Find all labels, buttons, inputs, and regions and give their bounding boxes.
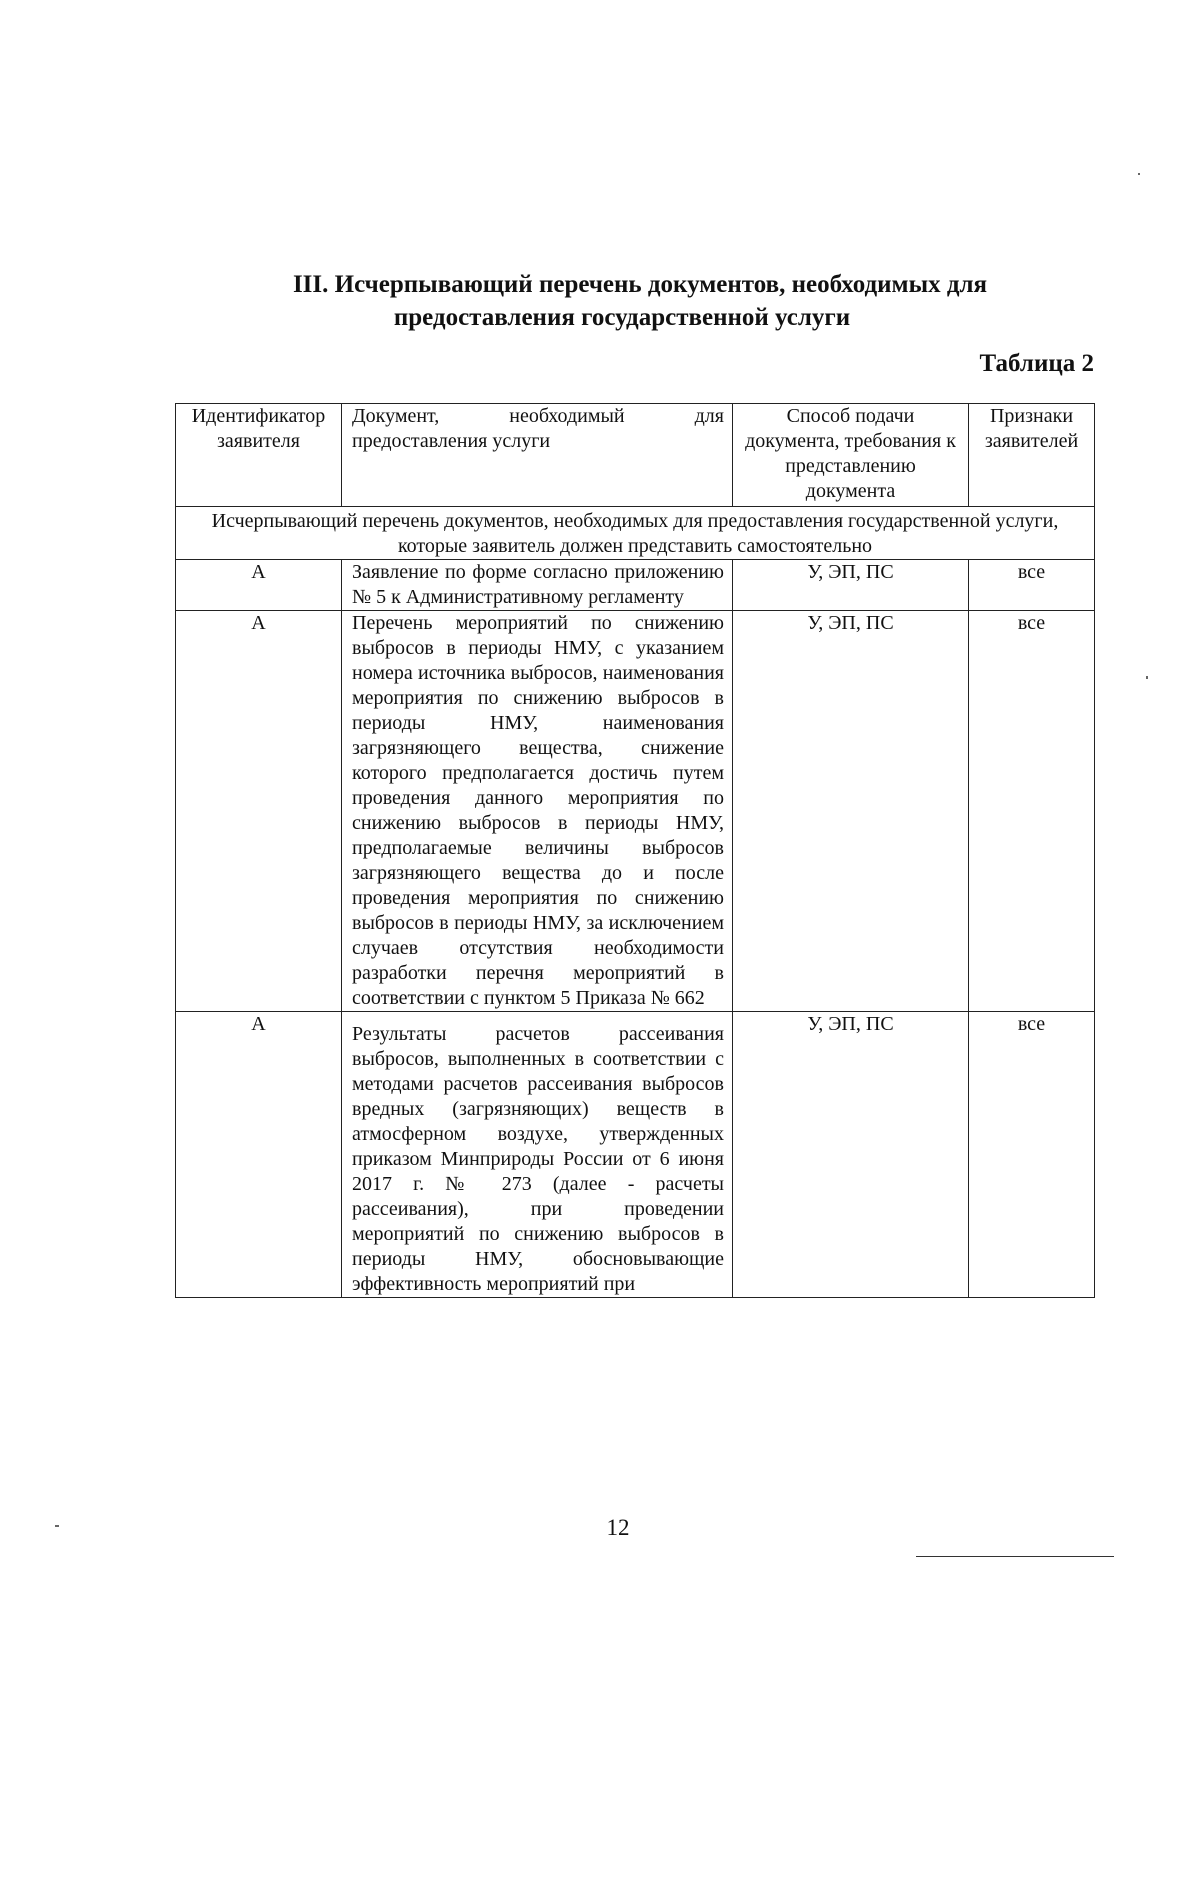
- footer-rule: [916, 1556, 1114, 1557]
- applicant-signs-cell: все: [969, 611, 1095, 1012]
- document-cell: Перечень мероприятий по снижению выбросов в периоды НМУ, с указанием номера источника выбросов, наименования мероприятия по снижению выбросов в периоды НМУ, наименования загрязняющего вещества, снижение которого предполагается достичь путем проведения данного мероприятия по снижению выбросов в периоды НМУ, предполагаемые величины выбросов загрязняющего вещества до и после проведения мероприятия по снижению выбросов в периоды НМУ, за исключением случаев отсутствия необходимости разработки перечня мероприятий в соответствии с пунктом 5 Приказа № 662: [342, 611, 733, 1012]
- page-number: 12: [606, 1515, 630, 1540]
- header-applicant-signs: Признаки заявителей: [969, 404, 1095, 507]
- header-applicant-id: Идентификатор заявителя: [176, 404, 342, 507]
- scan-speck: [1146, 676, 1148, 679]
- table-row: [176, 611, 1095, 1012]
- section-title: Исчерпывающий перечень документов, необходимых для предоставления государственной услуги, которые заявитель должен представить самостоятельно: [176, 507, 1095, 560]
- table-header-row: [176, 404, 1095, 507]
- scan-speck: [55, 1525, 59, 1527]
- submission-cell: У, ЭП, ПС: [733, 560, 969, 611]
- submission-cell: У, ЭП, ПС: [733, 1012, 969, 1298]
- submission-cell: У, ЭП, ПС: [733, 611, 969, 1012]
- applicant-signs-cell: все: [969, 1012, 1095, 1298]
- applicant-id-cell: А: [176, 611, 342, 1012]
- section-heading-line-2: предоставления государственной услуги: [393, 304, 851, 331]
- applicant-id-cell: А: [176, 1012, 342, 1298]
- document-cell: Результаты расчетов рассеивания выбросов, выполненных в соответствии с методами расчетов рассеивания выбросов вредных (загрязняющих) веществ в атмосферном воздухе, утвержденных приказом Минприроды России от 6 июня 2017 г. № 273 (далее - расчеты рассеивания), при проведении мероприятий по снижению выбросов в периоды НМУ, обосновывающие эффективность мероприятий при: [342, 1012, 733, 1298]
- header-submission-method: Способ подачи документа, требования к представлению документа: [733, 404, 969, 507]
- scan-speck: [1138, 173, 1140, 175]
- applicant-signs-cell: все: [969, 560, 1095, 611]
- section-heading-line-1: III. Исчерпывающий перечень документов, необходимых для: [292, 271, 988, 298]
- applicant-id-cell: А: [176, 560, 342, 611]
- table-row: [176, 560, 1095, 611]
- header-document-text: Документ, необходимый для предоставления услуги: [352, 405, 724, 452]
- section-heading: [0, 268, 1200, 334]
- header-document: [342, 404, 733, 507]
- table-section-row: [176, 507, 1095, 560]
- table-row: [176, 1012, 1095, 1298]
- document-cell: Заявление по форме согласно приложению № 5 к Административному регламенту: [342, 560, 733, 611]
- table-label: Таблица 2: [979, 350, 1094, 377]
- documents-table: [175, 403, 1095, 1298]
